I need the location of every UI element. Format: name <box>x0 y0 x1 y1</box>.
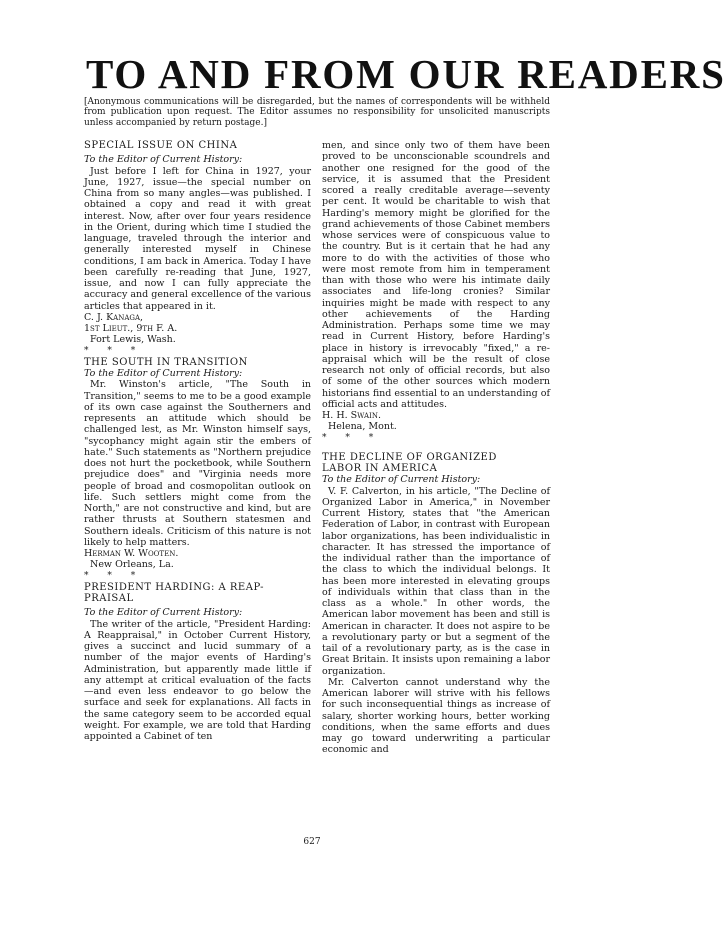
labor-salutation: To the Editor of Current History: <box>322 474 481 486</box>
harding-body-right: men, and since only two of them have been proved to be unconscionable scoundrels and another one resigned for the good of the service, it is assumed that the President scored a really creditable average—seventy per cent. It would be charitable to wish that Harding's memory might be glorified for the grand achievements of those Cabinet members whose services were of conspicuous value to the country. But is it certain that he had any more to do with the activities of those who were most remote from him in temperament than with those who were his intimate daily associates and life-long cronies? Similar inquiries might be made with respect to any other achievements of the Harding Administration. Perhaps some time we may read in Current History, before Harding's place in history is irrevocably "fixed," a re-appraisal which will be the result of close research not only of official records, but also of some of the other sources which modern historians find essential to an understanding of official acts and attitudes. <box>322 140 550 410</box>
harding-salutation: To the Editor of Current History: <box>84 607 243 619</box>
harding-location: Helena, Mont. <box>328 421 397 433</box>
harding-body-left: The writer of the article, "President Harding: A Reappraisal," in October Current History, gives a succinct and lucid summary of a number of the major events of Harding's Administration, but apparently made little if any attempt at critical evaluation of the facts—and even less endeavor to go below the surface and seek for explanations. All facts in the same category seem to be accorded equal weight. For example, we are told that Harding appointed a Cabinet of ten <box>84 618 311 743</box>
south-signature: Herman W. Wooten. <box>84 548 179 560</box>
china-body: Just before I left for China in 1927, your June, 1927, issue—the special number on China from so many angles—was published. I obtained a copy and read it with great interest. Now, after over four years residence in the Orient, during which time I studied the language, traveled through the interior and generally interested myself in Chinese conditions, I am back in America. Today I have been carefully re-reading that June, 1927, issue, and now I can fully appreciate the accuracy and general excellence of the various articles that appeared in it. <box>84 165 311 312</box>
harding-heading-cont: PRAISAL <box>84 593 134 605</box>
right-column <box>322 140 550 756</box>
left-column <box>84 140 311 742</box>
separator-stars: * * * <box>84 570 144 581</box>
editorial-notice: [Anonymous communications will be disregarded, but the names of correspondents will be withheld from publication upon request. The Editor assumes no responsibility for unsolicited manuscripts unless accompanied by return postage.] <box>84 97 550 128</box>
labor-heading: THE DECLINE OF ORGANIZED <box>322 451 497 463</box>
south-body: Mr. Winston's article, "The South in Transition," seems to me to be a good example of its own case against the Southerners and represents an attitude which should be challenged lest, as Mr. Winston himself says, "sycophancy might again stir the embers of hate." Such statements as "Northern prejudice does not hurt the pocketbook, while Southern prejudice does" and "Virginia needs more people of broad and cosmopolitan outlook on life. Such settlers might come from the North," are not constructive and kind, but are rather thrusts at Southern statesmen and Southern ideals. Criticism of this nature is not likely to help matters. <box>84 379 311 548</box>
china-location: Fort Lewis, Wash. <box>90 334 176 346</box>
china-signature: C. J. Kanaga, <box>84 311 144 323</box>
china-salutation: To the Editor of Current History: <box>84 154 243 166</box>
separator-stars: * * * <box>84 345 144 356</box>
china-rank: 1st Lieut., 9th F. A. <box>84 323 178 335</box>
south-salutation: To the Editor of Current History: <box>84 368 243 380</box>
separator-stars: * * * <box>322 432 382 443</box>
china-heading: SPECIAL ISSUE ON CHINA <box>84 140 238 151</box>
labor-heading-cont: LABOR IN AMERICA <box>322 463 438 475</box>
page-title: TO AND FROM OUR READERS <box>86 51 726 97</box>
south-heading: THE SOUTH IN TRANSITION <box>84 356 248 368</box>
labor-body-2: Mr. Calverton cannot understand why the American laborer will strive with his fellows for such inconsequential things as increase of salary, shorter working hours, better working conditions, when the same efforts and dues may go toward underwriting a particular economic and <box>322 676 550 756</box>
page-number: 627 <box>303 837 321 847</box>
harding-heading: PRESIDENT HARDING: A REAP- <box>84 581 265 593</box>
south-location: New Orleans, La. <box>90 559 174 571</box>
harding-signature: H. H. Swain. <box>322 410 381 421</box>
labor-body-1: V. F. Calverton, in his article, "The Decline of Organized Labor in America," in November Current History, states that "the American Federation of Labor, in contrast with European labor organizations, has been individualistic in character. It has stressed the importance of the individual rather than the importance of the class to which the individual belongs. It has been more interested in elevating groups of individuals within that class than in the class as a whole." In other words, the American labor movement has been and still is American in character. It does not aspire to be a revolutionary party or but a segment of the tail of a revolutionary party, as is the case in Great Britain. It insists upon remaining a labor organization. <box>322 485 550 677</box>
